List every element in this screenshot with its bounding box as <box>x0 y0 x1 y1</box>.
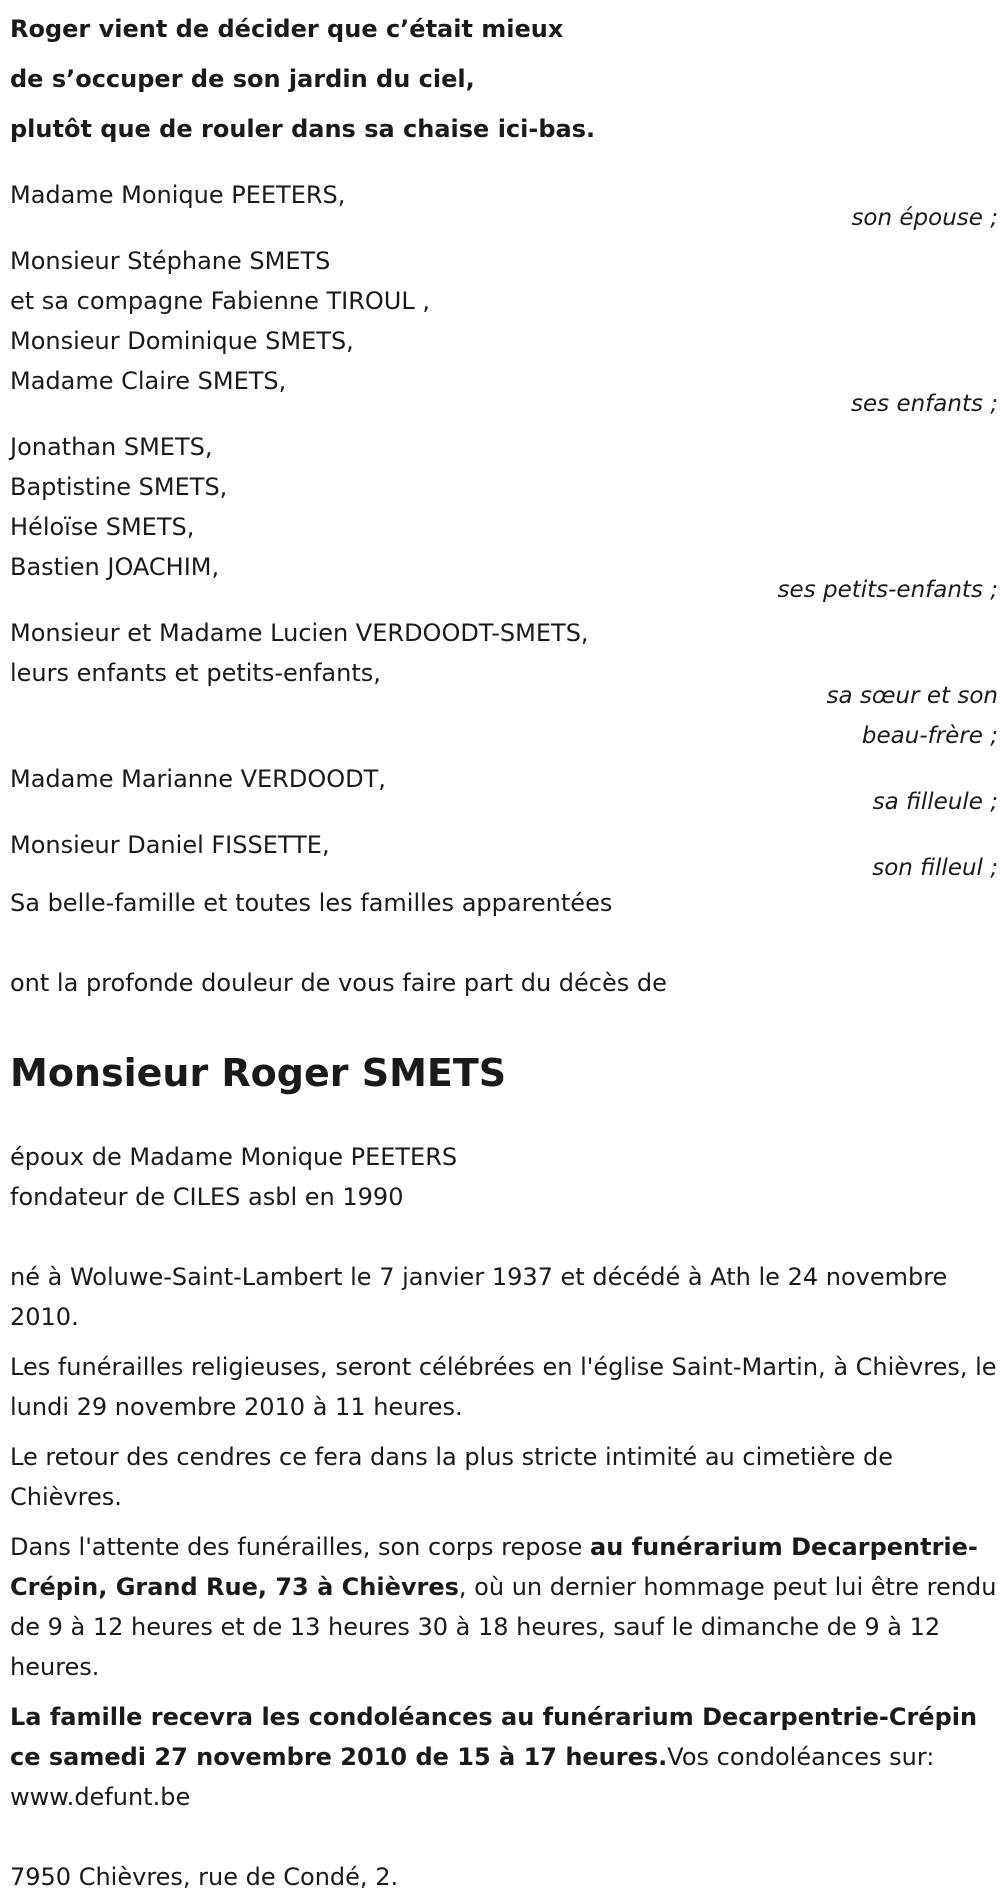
birth-death-paragraph: né à Woluwe-Saint-Lambert le 7 janvier 1937 et décédé à Ath le 24 novembre 2010. <box>10 1263 948 1331</box>
condolences-paragraph <box>10 1697 1000 1817</box>
family-names <box>10 241 1000 401</box>
family-name: Monsieur Stéphane SMETS <box>10 247 331 275</box>
family-name: Jonathan SMETS, <box>10 433 213 461</box>
viewing-location: au funérarium Decarpentrie-Crépin, Grand Rue, 73 à Chièvres <box>10 1533 978 1601</box>
poem-line: de s’occuper de son jardin du ciel, <box>10 65 475 93</box>
family-name: Héloïse SMETS, <box>10 513 195 541</box>
extended-family: Sa belle-famille et toutes les familles apparentées <box>10 889 613 917</box>
poem-line: plutôt que de rouler dans sa chaise ici-bas. <box>10 115 596 143</box>
spacer <box>10 923 1000 963</box>
viewing-hours: , où un dernier hommage peut lui être rendu de 9 à 12 heures et de 13 heures 30 à 18 heures, sauf le dimanche de 9 à 12 heures. <box>10 1573 997 1681</box>
spacer <box>10 1827 1000 1857</box>
funeral-paragraph: Les funérailles religieuses, seront célébrées en l'église Saint-Martin, à Chièvres, le lundi 29 novembre 2010 à 11 heures. <box>10 1353 997 1421</box>
condolences-online: Vos condoléances sur: www.defunt.be <box>10 1743 935 1811</box>
spouse-line: époux de Madame Monique PEETERS <box>10 1143 458 1171</box>
family-name: Madame Monique PEETERS, <box>10 181 346 209</box>
family-name: Madame Marianne VERDOODT, <box>10 765 386 793</box>
announcement: ont la profonde douleur de vous faire part du décès de <box>10 969 667 997</box>
family-name: Monsieur et Madame Lucien VERDOODT-SMETS, <box>10 619 589 647</box>
family-name: leurs enfants et petits-enfants, <box>10 659 381 687</box>
family-name: Madame Claire SMETS, <box>10 367 287 395</box>
family-role: sa filleule ; <box>872 789 998 815</box>
family-role: son épouse ; <box>851 205 998 231</box>
obituary-page <box>10 4 1000 1897</box>
family-name: Baptistine SMETS, <box>10 473 228 501</box>
family-role: beau-frère ; <box>861 723 998 749</box>
family-role: ses enfants ; <box>851 391 998 417</box>
address: 7950 Chièvres, rue de Condé, 2. <box>10 1863 399 1891</box>
family-group-goddaughter <box>10 759 1000 822</box>
poem-line: Roger vient de décider que c’était mieux <box>10 15 564 43</box>
founder-line: fondateur de CILES asbl en 1990 <box>10 1183 404 1211</box>
opening-poem <box>10 4 1000 154</box>
deceased-name: Monsieur Roger SMETS <box>10 1051 507 1095</box>
family-role: son filleul ; <box>872 855 998 881</box>
family-names <box>10 427 1000 587</box>
family-role: ses petits-enfants ; <box>777 577 998 603</box>
viewing-paragraph <box>10 1527 1000 1687</box>
family-group-sister <box>10 613 1000 756</box>
ashes-paragraph: Le retour des cendres ce fera dans la plus stricte intimité au cimetière de Chièvres. <box>10 1443 893 1511</box>
family-group-spouse <box>10 175 1000 238</box>
family-name: Monsieur Dominique SMETS, <box>10 327 354 355</box>
family-group-children <box>10 241 1000 424</box>
family-group-grandchildren <box>10 427 1000 610</box>
family-role: sa sœur et son <box>826 683 998 709</box>
condolences-info: La famille recevra les condoléances au funérarium Decarpentrie-Crépin ce samedi 27 novembre 2010 de 15 à 17 heures. <box>10 1703 978 1771</box>
family-name: Bastien JOACHIM, <box>10 553 220 581</box>
spacer <box>10 1217 1000 1257</box>
family-group-godson <box>10 825 1000 888</box>
viewing-intro: Dans l'attente des funérailles, son corps repose <box>10 1533 591 1561</box>
family-name: Monsieur Daniel FISSETTE, <box>10 831 330 859</box>
family-name: et sa compagne Fabienne TIROUL , <box>10 287 430 315</box>
